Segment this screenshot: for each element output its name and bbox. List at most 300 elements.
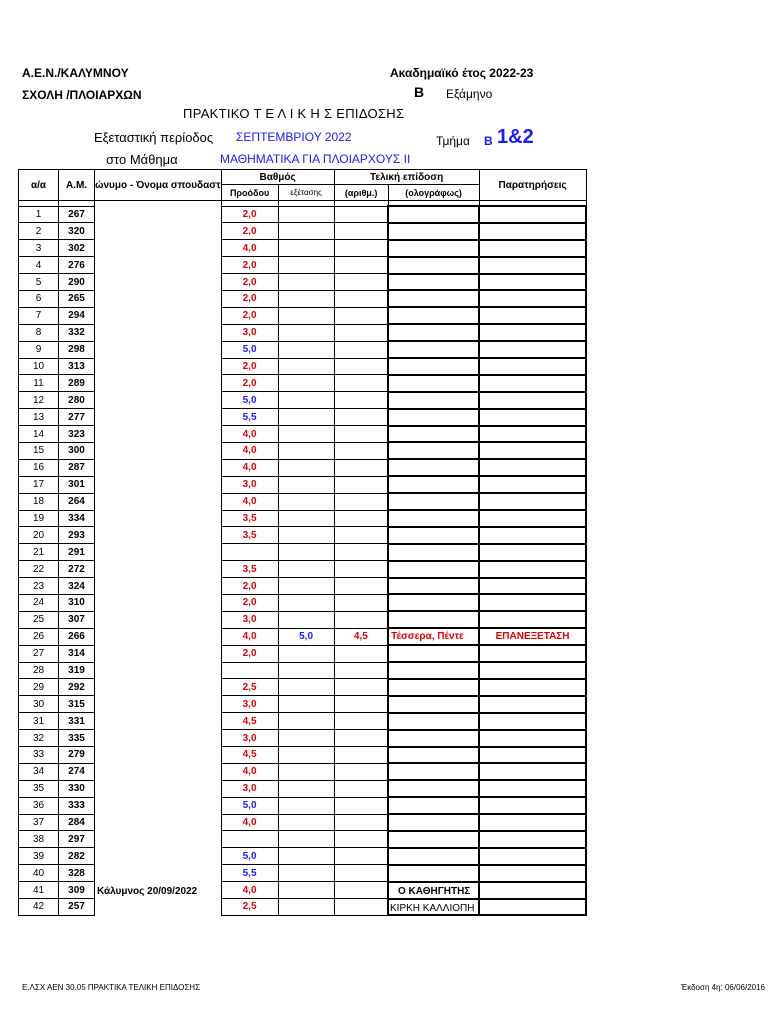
row-number: 12 (19, 392, 59, 409)
final-words (388, 290, 479, 307)
notes (479, 544, 586, 561)
registration-number: 301 (59, 476, 95, 493)
table-row (19, 848, 587, 865)
row-number: 2 (19, 223, 59, 240)
progress-grade: 2,0 (221, 358, 278, 375)
progress-grade: 5,0 (221, 341, 278, 358)
table-row (19, 426, 587, 443)
final-numeric (334, 409, 388, 426)
notes (479, 392, 586, 409)
header-final: Τελική επίδοση (334, 170, 479, 185)
notes (479, 679, 586, 696)
registration-number: 265 (59, 290, 95, 307)
student-name (95, 240, 222, 257)
progress-grade: 3,5 (221, 510, 278, 527)
exam-grade (278, 578, 334, 595)
registration-number: 320 (59, 223, 95, 240)
exam-grade (278, 611, 334, 628)
final-words (388, 594, 479, 611)
notes (479, 611, 586, 628)
notes (479, 865, 586, 882)
table-row (19, 307, 587, 324)
student-name (95, 290, 222, 307)
exam-grade (278, 375, 334, 392)
progress-grade: 4,0 (221, 493, 278, 510)
row-number: 31 (19, 713, 59, 730)
exam-grade (278, 763, 334, 780)
final-words (388, 307, 479, 324)
final-numeric (334, 696, 388, 713)
registration-number: 291 (59, 544, 95, 561)
exam-grade: 5,0 (278, 628, 334, 645)
exam-grade (278, 713, 334, 730)
notes (479, 831, 586, 848)
row-number: 23 (19, 578, 59, 595)
student-name (95, 848, 222, 865)
progress-grade: 2,0 (221, 578, 278, 595)
student-name (95, 578, 222, 595)
final-numeric (334, 713, 388, 730)
edition-label: Έκδοση 4η: 06/06/2016 (680, 983, 765, 992)
notes (479, 341, 586, 358)
registration-number: 328 (59, 865, 95, 882)
row-number: 18 (19, 493, 59, 510)
final-numeric (334, 442, 388, 459)
final-numeric (334, 341, 388, 358)
table-row (19, 324, 587, 341)
notes (479, 763, 586, 780)
notes (479, 848, 586, 865)
exam-grade (278, 459, 334, 476)
table-row (19, 240, 587, 257)
exam-grade (278, 341, 334, 358)
final-words (388, 814, 479, 831)
student-name (95, 223, 222, 240)
table-row (19, 645, 587, 662)
student-name (95, 696, 222, 713)
course-label: στο Μάθημα (106, 152, 178, 167)
progress-grade (221, 831, 278, 848)
student-name (95, 442, 222, 459)
final-numeric (334, 611, 388, 628)
exam-grade (278, 426, 334, 443)
row-number: 15 (19, 442, 59, 459)
final-numeric (334, 561, 388, 578)
row-number: 9 (19, 341, 59, 358)
final-words (388, 240, 479, 257)
progress-grade: 2,0 (221, 645, 278, 662)
form-code: Ε.ΛΣΧ ΑΕΝ 30.05 ΠΡΑΚΤΙΚΑ ΤΕΛΙΚΗ ΕΠΙΔΟΣΗΣ (22, 983, 201, 992)
registration-number: 293 (59, 527, 95, 544)
exam-grade (278, 442, 334, 459)
student-name (95, 274, 222, 291)
notes (479, 594, 586, 611)
row-number: 3 (19, 240, 59, 257)
table-row (19, 662, 587, 679)
student-name (95, 645, 222, 662)
final-words (388, 493, 479, 510)
student-name (95, 713, 222, 730)
exam-grade (278, 594, 334, 611)
progress-grade: 5,0 (221, 392, 278, 409)
registration-number: 331 (59, 713, 95, 730)
final-words (388, 206, 479, 223)
row-number: 32 (19, 730, 59, 747)
school-name: Α.Ε.Ν./ΚΑΛΥΜΝΟΥ (22, 66, 129, 80)
exam-grade (278, 206, 334, 223)
table-row (19, 375, 587, 392)
registration-number: 267 (59, 206, 95, 223)
final-words (388, 679, 479, 696)
row-number: 29 (19, 679, 59, 696)
progress-grade: 2,0 (221, 257, 278, 274)
progress-grade: 4,5 (221, 713, 278, 730)
final-numeric (334, 747, 388, 764)
exam-grade (278, 662, 334, 679)
table-row (19, 899, 587, 916)
student-name (95, 257, 222, 274)
final-words (388, 426, 479, 443)
header-grade: Βαθμός (221, 170, 334, 185)
exam-grade (278, 223, 334, 240)
final-words (388, 797, 479, 814)
final-words (388, 713, 479, 730)
table-row (19, 730, 587, 747)
header-aa: α/α (19, 170, 59, 201)
registration-number: 334 (59, 510, 95, 527)
exam-grade (278, 493, 334, 510)
registration-number: 287 (59, 459, 95, 476)
progress-grade: 3,5 (221, 561, 278, 578)
table-row (19, 628, 587, 645)
final-numeric (334, 814, 388, 831)
table-row (19, 561, 587, 578)
notes (479, 510, 586, 527)
registration-number: 294 (59, 307, 95, 324)
exam-grade (278, 747, 334, 764)
final-words (388, 561, 479, 578)
exam-grade (278, 527, 334, 544)
final-words (388, 645, 479, 662)
student-name (95, 375, 222, 392)
final-words (388, 341, 479, 358)
student-name (95, 206, 222, 223)
student-name (95, 662, 222, 679)
teacher-label: Ο ΚΑΘΗΓΗΤΗΣ (398, 886, 471, 897)
registration-number: 290 (59, 274, 95, 291)
exam-grade (278, 831, 334, 848)
progress-grade: 2,5 (221, 899, 278, 916)
notes (479, 257, 586, 274)
row-number: 36 (19, 797, 59, 814)
notes (479, 814, 586, 831)
grades-table (18, 169, 587, 916)
row-number: 19 (19, 510, 59, 527)
final-words (388, 730, 479, 747)
registration-number: 277 (59, 409, 95, 426)
final-words (388, 392, 479, 409)
registration-number: 330 (59, 780, 95, 797)
table-row (19, 476, 587, 493)
progress-grade: 4,0 (221, 240, 278, 257)
exam-grade (278, 476, 334, 493)
table-row (19, 392, 587, 409)
exam-period-label: Εξεταστική περίοδος (94, 130, 214, 145)
notes (479, 442, 586, 459)
progress-grade: 3,0 (221, 780, 278, 797)
table-row (19, 257, 587, 274)
student-name (95, 459, 222, 476)
final-numeric (334, 544, 388, 561)
final-numeric (334, 865, 388, 882)
registration-number: 315 (59, 696, 95, 713)
final-numeric (334, 763, 388, 780)
table-row (19, 274, 587, 291)
table-row (19, 763, 587, 780)
header-words: (ολογράφως) (388, 185, 479, 201)
progress-grade: 5,0 (221, 797, 278, 814)
section-letter: B (484, 134, 493, 148)
notes (479, 578, 586, 595)
header-numeric: (αριθμ.) (334, 185, 388, 201)
student-name (95, 865, 222, 882)
table-row (19, 594, 587, 611)
row-number: 26 (19, 628, 59, 645)
exam-grade (278, 679, 334, 696)
final-numeric (334, 392, 388, 409)
progress-grade: 2,5 (221, 679, 278, 696)
row-number: 39 (19, 848, 59, 865)
document-title: ΠΡΑΚΤΙΚΟ Τ Ε Λ Ι Κ Η Σ ΕΠΙΔΟΣΗΣ (183, 106, 405, 121)
exam-grade (278, 865, 334, 882)
row-number: 7 (19, 307, 59, 324)
header-exam: εξέτασης (278, 185, 334, 201)
final-numeric (334, 257, 388, 274)
semester-label: Εξάμηνο (446, 87, 493, 101)
progress-grade: 3,0 (221, 476, 278, 493)
final-numeric (334, 274, 388, 291)
final-words (388, 763, 479, 780)
registration-number: 289 (59, 375, 95, 392)
student-name (95, 307, 222, 324)
final-numeric (334, 899, 388, 916)
notes (479, 307, 586, 324)
final-words (388, 848, 479, 865)
final-numeric: 4,5 (334, 628, 388, 645)
row-number: 6 (19, 290, 59, 307)
student-name (95, 797, 222, 814)
final-words (388, 375, 479, 392)
final-numeric (334, 662, 388, 679)
row-number: 20 (19, 527, 59, 544)
progress-grade: 4,0 (221, 442, 278, 459)
progress-grade: 4,5 (221, 747, 278, 764)
row-number: 11 (19, 375, 59, 392)
final-words (388, 578, 479, 595)
row-number: 14 (19, 426, 59, 443)
final-numeric (334, 594, 388, 611)
exam-grade (278, 814, 334, 831)
course-value: ΜΑΘΗΜΑΤΙΚΑ ΓΙΑ ΠΛΟΙΑΡΧΟΥΣ ΙΙ (220, 152, 411, 166)
student-name (95, 561, 222, 578)
progress-grade: 4,0 (221, 628, 278, 645)
final-words (388, 324, 479, 341)
section-label: Τμήμα (436, 134, 470, 148)
final-numeric (334, 780, 388, 797)
student-name (95, 831, 222, 848)
row-number: 33 (19, 747, 59, 764)
notes (479, 409, 586, 426)
notes (479, 493, 586, 510)
registration-number: 310 (59, 594, 95, 611)
registration-number: 300 (59, 442, 95, 459)
table-row (19, 578, 587, 595)
final-words (388, 527, 479, 544)
notes (479, 290, 586, 307)
header-am: Α.Μ. (59, 170, 95, 201)
final-words (388, 358, 479, 375)
registration-number: 276 (59, 257, 95, 274)
student-name (95, 763, 222, 780)
final-words (388, 442, 479, 459)
final-numeric (334, 578, 388, 595)
row-number: 41 (19, 882, 59, 899)
registration-number: 307 (59, 611, 95, 628)
exam-grade (278, 899, 334, 916)
progress-grade: 4,0 (221, 459, 278, 476)
notes (479, 797, 586, 814)
table-row (19, 544, 587, 561)
row-number: 38 (19, 831, 59, 848)
registration-number: 264 (59, 493, 95, 510)
student-name (95, 324, 222, 341)
progress-grade: 2,0 (221, 307, 278, 324)
table-row (19, 527, 587, 544)
department-name: ΣΧΟΛΗ /ΠΛΟΙΑΡΧΩΝ (22, 88, 142, 102)
student-name (95, 493, 222, 510)
table-row (19, 679, 587, 696)
row-number: 10 (19, 358, 59, 375)
notes (479, 662, 586, 679)
student-name (95, 392, 222, 409)
student-name (95, 409, 222, 426)
registration-number: 309 (59, 882, 95, 899)
table-row (19, 442, 587, 459)
exam-grade (278, 257, 334, 274)
exam-grade (278, 290, 334, 307)
progress-grade: 3,5 (221, 527, 278, 544)
table-row (19, 747, 587, 764)
final-numeric (334, 426, 388, 443)
registration-number: 302 (59, 240, 95, 257)
row-number: 24 (19, 594, 59, 611)
progress-grade: 4,0 (221, 814, 278, 831)
row-number: 42 (19, 899, 59, 916)
exam-grade (278, 392, 334, 409)
registration-number: 282 (59, 848, 95, 865)
progress-grade: 2,0 (221, 274, 278, 291)
table-row (19, 510, 587, 527)
table-row (19, 713, 587, 730)
notes (479, 476, 586, 493)
student-name (95, 510, 222, 527)
student-name (95, 679, 222, 696)
academic-year: Ακαδημαϊκό έτος 2022-23 (390, 66, 534, 80)
progress-grade: 3,0 (221, 696, 278, 713)
student-name (95, 358, 222, 375)
exam-grade (278, 696, 334, 713)
notes (479, 730, 586, 747)
row-number: 16 (19, 459, 59, 476)
progress-grade: 4,0 (221, 763, 278, 780)
final-words (388, 409, 479, 426)
exam-grade (278, 544, 334, 561)
student-name (95, 476, 222, 493)
registration-number: 280 (59, 392, 95, 409)
registration-number: 266 (59, 628, 95, 645)
final-numeric (334, 510, 388, 527)
student-name (95, 341, 222, 358)
final-words (388, 831, 479, 848)
final-numeric (334, 476, 388, 493)
table-row (19, 223, 587, 240)
registration-number: 319 (59, 662, 95, 679)
final-words (388, 696, 479, 713)
table-row (19, 206, 587, 223)
row-number: 28 (19, 662, 59, 679)
exam-grade (278, 882, 334, 899)
notes (479, 713, 586, 730)
final-numeric (334, 527, 388, 544)
exam-grade (278, 240, 334, 257)
progress-grade: 3,0 (221, 611, 278, 628)
final-words (388, 510, 479, 527)
exam-period-value: ΣΕΠΤΕΜΒΡΙΟΥ 2022 (236, 130, 352, 144)
final-numeric (334, 358, 388, 375)
teacher-name: ΚΙΡΚΗ ΚΑΛΛΙΟΠΗ (390, 903, 475, 914)
row-number: 22 (19, 561, 59, 578)
exam-grade (278, 358, 334, 375)
row-number: 37 (19, 814, 59, 831)
progress-grade: 5,0 (221, 848, 278, 865)
notes (479, 206, 586, 223)
registration-number: 313 (59, 358, 95, 375)
notes (479, 459, 586, 476)
exam-grade (278, 324, 334, 341)
final-numeric (334, 882, 388, 899)
row-number: 21 (19, 544, 59, 561)
row-number: 30 (19, 696, 59, 713)
table-row (19, 780, 587, 797)
final-numeric (334, 797, 388, 814)
row-number: 25 (19, 611, 59, 628)
progress-grade: 4,0 (221, 426, 278, 443)
final-numeric (334, 324, 388, 341)
row-number: 1 (19, 206, 59, 223)
final-words (388, 662, 479, 679)
notes (479, 747, 586, 764)
registration-number: 257 (59, 899, 95, 916)
final-words (388, 476, 479, 493)
student-name (95, 899, 222, 916)
table-row (19, 341, 587, 358)
table-row (19, 696, 587, 713)
notes (479, 375, 586, 392)
notes (479, 223, 586, 240)
header-progress: Προόδου (221, 185, 278, 201)
final-numeric (334, 459, 388, 476)
progress-grade: 5,5 (221, 865, 278, 882)
